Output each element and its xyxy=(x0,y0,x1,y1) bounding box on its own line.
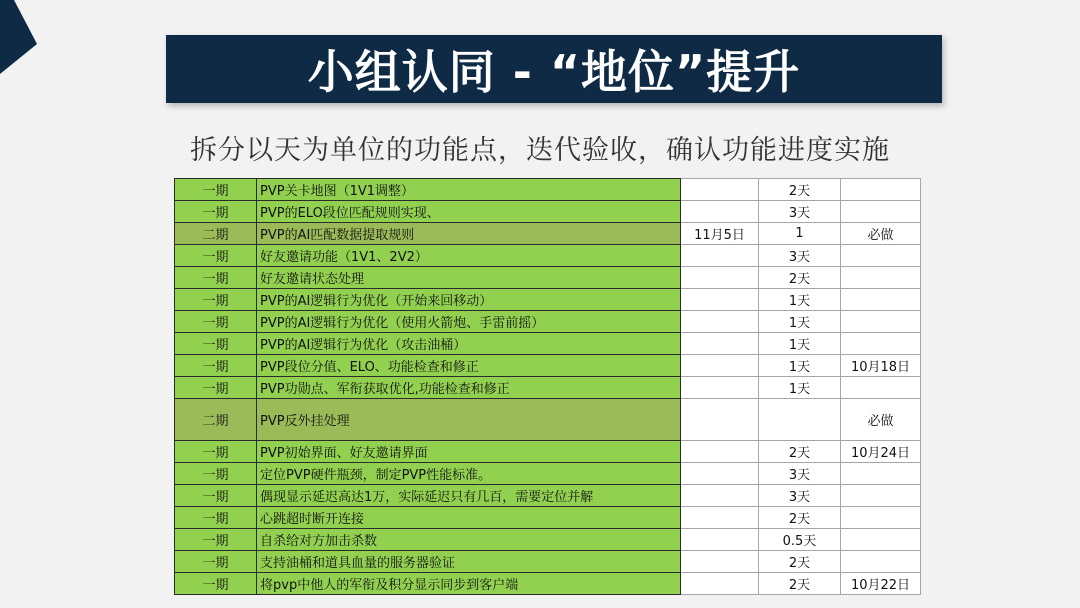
note-cell xyxy=(841,463,921,485)
note-cell xyxy=(841,551,921,573)
phase-cell: 一期 xyxy=(175,485,257,507)
date-cell xyxy=(681,529,759,551)
table-row xyxy=(175,289,921,311)
task-cell: 心跳超时断开连接 xyxy=(257,507,681,529)
note-cell xyxy=(841,507,921,529)
table-row xyxy=(175,245,921,267)
phase-cell: 一期 xyxy=(175,441,257,463)
date-cell xyxy=(681,573,759,595)
task-cell: 自杀给对方加击杀数 xyxy=(257,529,681,551)
phase-cell: 一期 xyxy=(175,201,257,223)
table-row xyxy=(175,507,921,529)
duration-cell: 1天 xyxy=(759,377,841,399)
task-cell: PVP的ELO段位匹配规则实现、 xyxy=(257,201,681,223)
task-table xyxy=(174,178,921,595)
table-row xyxy=(175,179,921,201)
phase-cell: 一期 xyxy=(175,289,257,311)
title-banner xyxy=(166,35,942,103)
task-cell: PVP的AI逻辑行为优化（使用火箭炮、手雷前摇） xyxy=(257,311,681,333)
duration-cell: 0.5天 xyxy=(759,529,841,551)
note-cell xyxy=(841,179,921,201)
phase-cell: 一期 xyxy=(175,463,257,485)
duration-cell: 3天 xyxy=(759,463,841,485)
duration-cell: 1天 xyxy=(759,311,841,333)
task-cell: PVP功勋点、军衔获取优化,功能检查和修正 xyxy=(257,377,681,399)
phase-cell: 二期 xyxy=(175,399,257,441)
task-cell: PVP初始界面、好友邀请界面 xyxy=(257,441,681,463)
table-row xyxy=(175,399,921,441)
phase-cell: 一期 xyxy=(175,179,257,201)
duration-cell: 1 xyxy=(759,223,841,245)
table-row xyxy=(175,529,921,551)
date-cell xyxy=(681,485,759,507)
table-row xyxy=(175,441,921,463)
date-cell xyxy=(681,245,759,267)
note-cell xyxy=(841,529,921,551)
phase-cell: 一期 xyxy=(175,333,257,355)
phase-cell: 一期 xyxy=(175,529,257,551)
note-cell: 必做 xyxy=(841,223,921,245)
note-cell: 必做 xyxy=(841,399,921,441)
phase-cell: 一期 xyxy=(175,551,257,573)
date-cell xyxy=(681,201,759,223)
task-cell: 偶现显示延迟高达1万，实际延迟只有几百，需要定位并解 xyxy=(257,485,681,507)
phase-cell: 一期 xyxy=(175,245,257,267)
note-cell xyxy=(841,289,921,311)
note-cell xyxy=(841,245,921,267)
page-title: 小组认同 - “地位”提升 xyxy=(307,45,801,99)
task-cell: 支持油桶和道具血量的服务器验证 xyxy=(257,551,681,573)
phase-cell: 一期 xyxy=(175,507,257,529)
task-cell: PVP关卡地图（1V1调整） xyxy=(257,179,681,201)
phase-cell: 一期 xyxy=(175,311,257,333)
subtitle: 拆分以天为单位的功能点，迭代验收，确认功能进度实施 xyxy=(190,135,890,166)
task-cell: 好友邀请状态处理 xyxy=(257,267,681,289)
task-cell: 定位PVP硬件瓶颈，制定PVP性能标准。 xyxy=(257,463,681,485)
note-cell xyxy=(841,333,921,355)
note-cell xyxy=(841,267,921,289)
note-cell: 10月22日 xyxy=(841,573,921,595)
phase-cell: 一期 xyxy=(175,573,257,595)
table-row xyxy=(175,377,921,399)
date-cell xyxy=(681,441,759,463)
duration-cell: 3天 xyxy=(759,485,841,507)
corner-decoration xyxy=(0,0,40,80)
duration-cell: 2天 xyxy=(759,573,841,595)
date-cell xyxy=(681,311,759,333)
table-row xyxy=(175,201,921,223)
date-cell xyxy=(681,333,759,355)
date-cell xyxy=(681,355,759,377)
table-row xyxy=(175,355,921,377)
duration-cell: 2天 xyxy=(759,551,841,573)
date-cell: 11月5日 xyxy=(681,223,759,245)
note-cell: 10月24日 xyxy=(841,441,921,463)
table-row xyxy=(175,485,921,507)
date-cell xyxy=(681,377,759,399)
duration-cell xyxy=(759,399,841,441)
table-row xyxy=(175,551,921,573)
phase-cell: 一期 xyxy=(175,377,257,399)
table-row xyxy=(175,223,921,245)
note-cell xyxy=(841,377,921,399)
duration-cell: 1天 xyxy=(759,289,841,311)
note-cell xyxy=(841,201,921,223)
duration-cell: 3天 xyxy=(759,245,841,267)
duration-cell: 2天 xyxy=(759,441,841,463)
date-cell xyxy=(681,551,759,573)
task-cell: PVP的AI匹配数据提取规则 xyxy=(257,223,681,245)
date-cell xyxy=(681,463,759,485)
date-cell xyxy=(681,289,759,311)
phase-cell: 二期 xyxy=(175,223,257,245)
duration-cell: 1天 xyxy=(759,355,841,377)
phase-cell: 一期 xyxy=(175,355,257,377)
phase-cell: 一期 xyxy=(175,267,257,289)
table-row xyxy=(175,573,921,595)
table-row xyxy=(175,311,921,333)
date-cell xyxy=(681,399,759,441)
date-cell xyxy=(681,179,759,201)
note-cell: 10月18日 xyxy=(841,355,921,377)
table-row xyxy=(175,267,921,289)
note-cell xyxy=(841,485,921,507)
duration-cell: 3天 xyxy=(759,201,841,223)
task-cell: PVP反外挂处理 xyxy=(257,399,681,441)
note-cell xyxy=(841,311,921,333)
date-cell xyxy=(681,267,759,289)
duration-cell: 2天 xyxy=(759,179,841,201)
date-cell xyxy=(681,507,759,529)
duration-cell: 2天 xyxy=(759,507,841,529)
duration-cell: 1天 xyxy=(759,333,841,355)
task-cell: 好友邀请功能（1V1、2V2） xyxy=(257,245,681,267)
table-row xyxy=(175,463,921,485)
task-cell: PVP的AI逻辑行为优化（攻击油桶） xyxy=(257,333,681,355)
task-cell: 将pvp中他人的军衔及积分显示同步到客户端 xyxy=(257,573,681,595)
task-cell: PVP的AI逻辑行为优化（开始来回移动） xyxy=(257,289,681,311)
table-row xyxy=(175,333,921,355)
task-cell: PVP段位分值、ELO、功能检查和修正 xyxy=(257,355,681,377)
duration-cell: 2天 xyxy=(759,267,841,289)
